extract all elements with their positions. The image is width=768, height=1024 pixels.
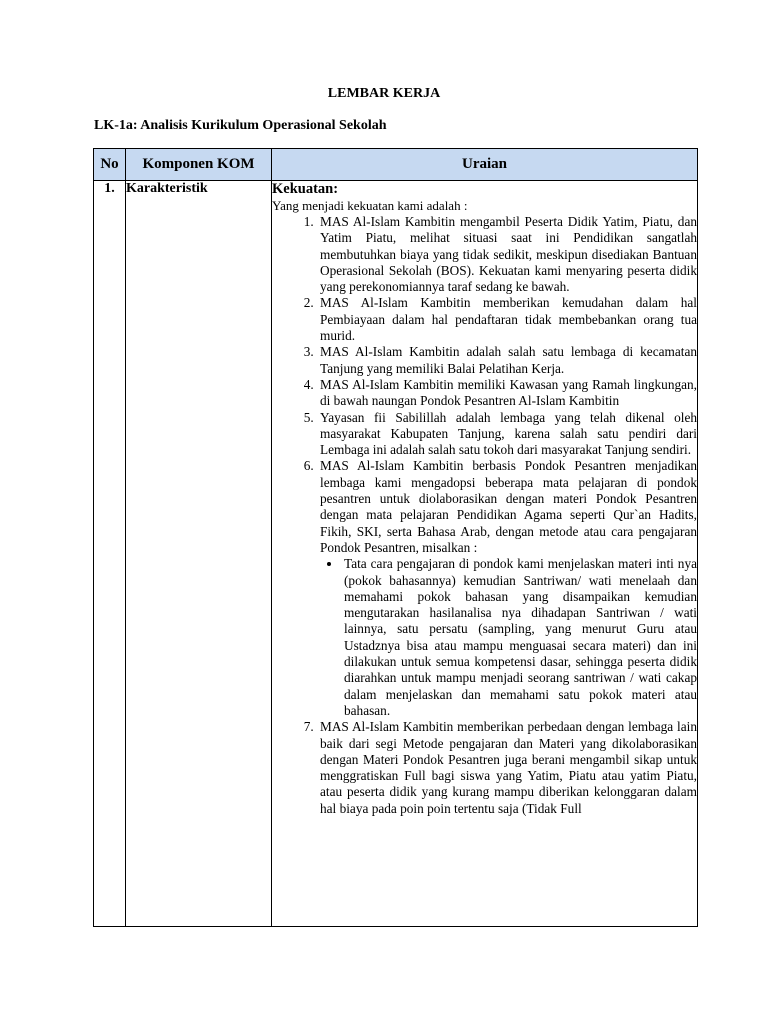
list-item: 6. MAS Al-Islam Kambitin berbasis Pondok Pesantren menjadikan lembaga kami mengadopsi beberapa mata pelajaran di pondok pesantren untuk diolaborasikan dengan materi Pondok Pesantren dengan mata pelajaran Pendidikan Agama seperti Qur`an Hadits, Fikih, SKI, serta Bahasa Arab, dengan metode atau cara pengajaran Pondok Pesantren, misalkan : • Tata cara pengajaran di pondok kami menjelaskan materi inti nya (pokok bahasannya) kemudian Santriwan/ wati menelaah dan memahami pokok bahasan yang disampaikan kemudian mengutarakan hasilanalisa nya dihadapan Santriwan / wati lainnya, satu persatu (sampling, yang menurut Guru atau Ustadznya bisa atau mampu menguasai secara materi) dan ini dilakukan untuk semua kompetensi dasar, sehingga peserta didik diarahkan untuk mampu menjadi seorang santriwan / wati cakap dalam menjelaskan dan memahami satu pokok materi atau bahasan. (317, 458, 697, 719)
uraian-content (272, 181, 697, 926)
list-item: 4. MAS Al-Islam Kambitin memiliki Kawasan yang Ramah lingkungan, di bawah naungan Pondok Pesantren Al-Islam Kambitin (317, 377, 697, 410)
sub-bullet-item: • Tata cara pengajaran di pondok kami menjelaskan materi inti nya (pokok bahasannya) kemudian Santriwan/ wati menelaah dan memahami pokok bahasan yang disampaikan kemudian mengutarakan hasilanalisa nya dihadapan Santriwan / wati lainnya, satu persatu (sampling, yang menurut Guru atau Ustadznya bisa atau mampu menguasai secara materi) dan ini dilakukan untuk semua kompetensi dasar, sehingga peserta didik diarahkan untuk mampu menjadi seorang santriwan / wati cakap dalam menjelaskan dan memahami satu pokok materi atau bahasan. (342, 556, 697, 719)
document-title: LEMBAR KERJA (327, 86, 441, 101)
row-komponen: Karakteristik (126, 181, 272, 927)
table-row (94, 181, 698, 927)
document-subtitle: LK-1a: Analisis Kurikulum Operasional Sekolah (94, 118, 387, 133)
section-intro: Yang menjadi kekuatan kami adalah : (272, 198, 468, 213)
header-komponen: Komponen KOM (126, 149, 272, 181)
list-item: 2. MAS Al-Islam Kambitin memberikan kemudahan dalam hal Pembiayaan dalam hal pendaftaran tidak membebankan orang tua murid. (317, 295, 697, 344)
row-number: 1. (94, 181, 126, 927)
header-uraian: Uraian (272, 149, 698, 181)
table-header-row (94, 149, 698, 181)
section-heading: Kekuatan: (272, 181, 339, 197)
list-item: 3. MAS Al-Islam Kambitin adalah salah satu lembaga di kecamatan Tanjung yang memiliki Balai Pelatihan Kerja. (317, 344, 697, 377)
list-item: 7. MAS Al-Islam Kambitin memberikan perbedaan dengan lembaga lain baik dari segi Metode pengajaran dan Materi yang dikolaborasikan dengan Materi Pondok Pesantren juga berani mengambil sikap untuk menggratiskan Full bagi siswa yang Yatim, Piatu atau yatim Piatu, atau peserta didik yang kurang mampu diberikan kelonggaran dalam hal biaya pada poin poin tertentu saja (Tidak Full (317, 719, 697, 817)
list-item: 1. MAS Al-Islam Kambitin mengambil Peserta Didik Yatim, Piatu, dan Yatim Piatu, melihat situasi saat ini Pendidikan sangatlah membutuhkan biaya yang tidak sedikit, meskipun disediakan Bantuan Operasional Sekolah (BOS). Kekuatan kami menyaring peserta didik yang perekonomiannya taraf sedang ke bawah. (317, 214, 697, 295)
row-uraian (272, 181, 698, 927)
list-item: 5. Yayasan fii Sabilillah adalah lembaga yang telah dikenal oleh masyarakat Kabupaten Tanjung, karena salah satu pendiri dari Lembaga ini adalah salah satu tokoh dari masyarakat Tanjung sendiri. (317, 410, 697, 459)
header-no: No (94, 149, 126, 181)
analysis-table (93, 148, 698, 927)
sub-bullet-list (320, 556, 697, 719)
strength-list (272, 214, 697, 817)
